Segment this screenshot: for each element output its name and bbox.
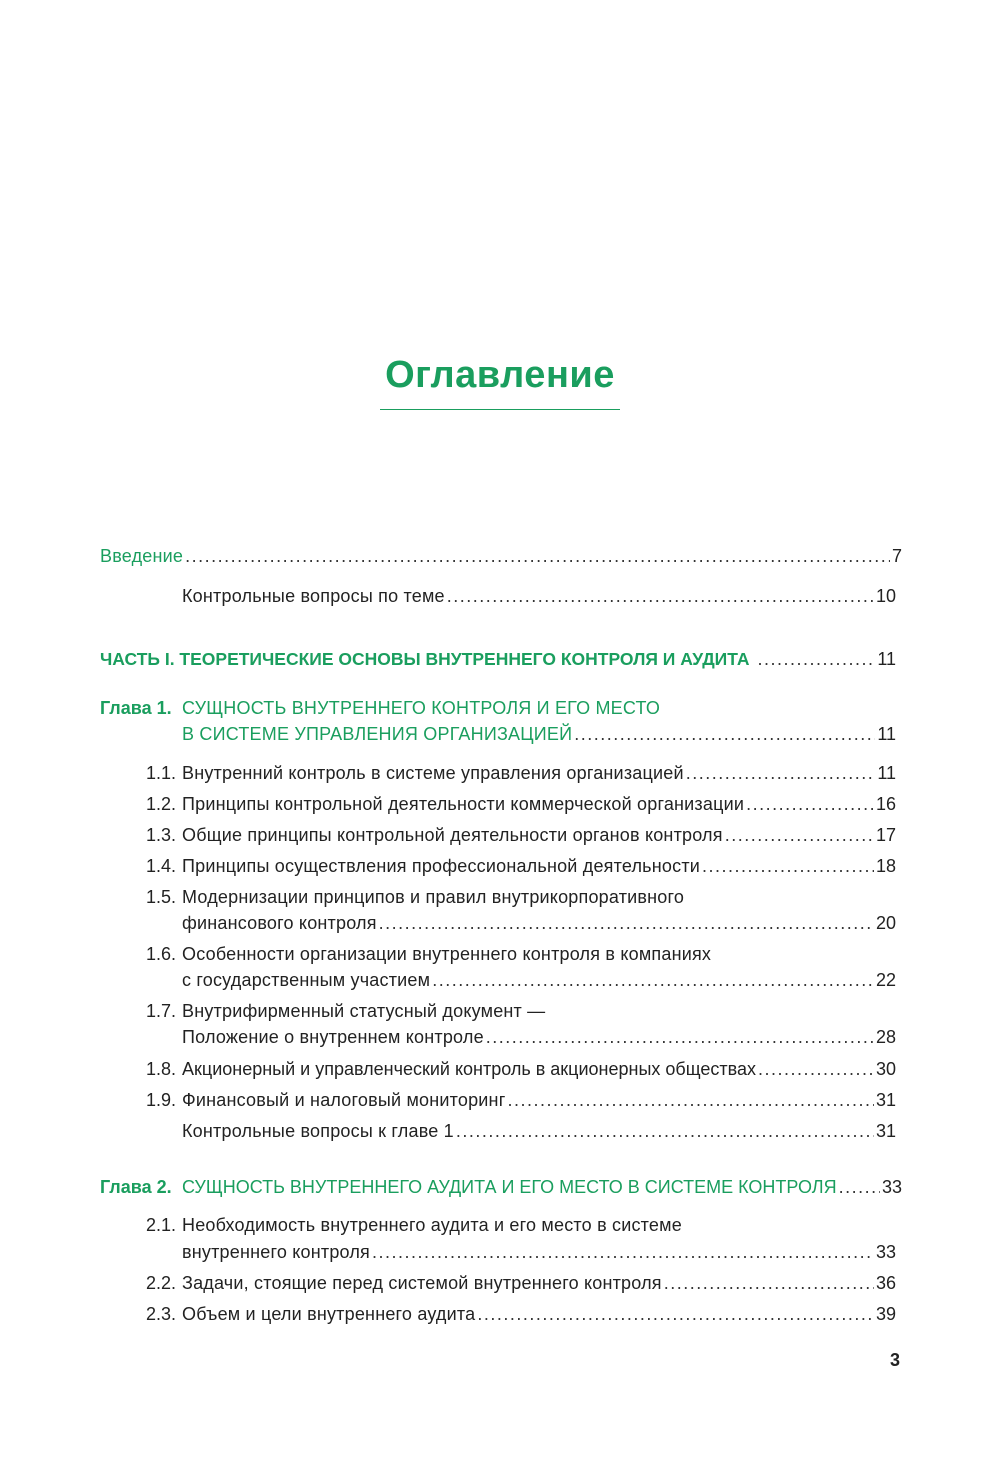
item-number: 1.9. — [145, 1090, 176, 1110]
leader-dots — [477, 1302, 874, 1326]
toc-label-line-1[interactable]: Модернизации принципов и правил внутрикорпоративного — [182, 887, 685, 907]
toc-label: Положение о внутреннем контроле — [182, 1027, 484, 1047]
toc-entry-1-2[interactable] — [182, 792, 896, 816]
chapter-1-title-line-2: В СИСТЕМЕ УПРАВЛЕНИЯ ОРГАНИЗАЦИЕЙ — [182, 724, 573, 744]
leader-dots — [664, 1271, 874, 1295]
leader-dots — [432, 968, 874, 992]
toc-page: 33 — [881, 1177, 902, 1197]
toc-entry-1-3[interactable] — [182, 823, 896, 847]
toc-page: 31 — [875, 1090, 896, 1110]
toc-page: 28 — [875, 1027, 896, 1047]
item-number: 1.2. — [145, 794, 176, 814]
toc-label: финансового контроля — [182, 913, 377, 933]
item-number: 1.7. — [145, 1001, 176, 1021]
toc-page: 11 — [877, 724, 896, 744]
page-number: 3 — [889, 1350, 900, 1370]
toc-label: Контрольные вопросы по теме — [182, 586, 445, 606]
toc-label: внутреннего контроля — [182, 1242, 370, 1262]
item-number: 2.1. — [145, 1215, 176, 1235]
toc-label: Финансовый и налоговый мониторинг — [182, 1090, 506, 1110]
leader-dots — [185, 544, 890, 568]
toc-entry-1-4[interactable] — [182, 854, 896, 878]
toc-page: 7 — [891, 546, 902, 566]
leader-dots — [379, 911, 874, 935]
toc-label: ЧАСТЬ I. ТЕОРЕТИЧЕСКИЕ ОСНОВЫ ВНУТРЕННЕГО КОНТРОЛЯ И АУДИТА — [100, 649, 750, 669]
toc-entry-intro-questions[interactable] — [182, 584, 896, 608]
leader-dots — [447, 584, 874, 608]
chapter-2-label: Глава 2. — [100, 1177, 172, 1197]
toc-page: 30 — [875, 1059, 896, 1079]
chapter-1-title-line-1[interactable]: СУЩНОСТЬ ВНУТРЕННЕГО КОНТРОЛЯ И ЕГО МЕСТО — [182, 698, 661, 718]
toc-entry-1-5[interactable] — [182, 911, 896, 935]
toc-entry-1-8[interactable] — [182, 1057, 896, 1081]
toc-page: 31 — [875, 1121, 896, 1141]
toc-page: 33 — [875, 1242, 896, 1262]
toc-entry-2-3[interactable] — [182, 1302, 896, 1326]
toc-entry-chapter-1-questions[interactable] — [182, 1119, 896, 1143]
toc-page: 11 — [877, 649, 896, 669]
toc-label: Принципы контрольной деятельности коммерческой организации — [182, 794, 745, 814]
leader-dots — [507, 1088, 874, 1112]
toc-page: 10 — [875, 586, 896, 606]
item-number: 1.8. — [145, 1059, 176, 1079]
toc-label: Задачи, стоящие перед системой внутреннего контроля — [182, 1273, 662, 1293]
toc-label-line-1[interactable]: Необходимость внутреннего аудита и его место в системе — [182, 1215, 682, 1235]
leader-dots — [702, 854, 874, 878]
title-underline — [380, 409, 620, 410]
item-number: 2.2. — [145, 1273, 176, 1293]
page-title: Оглавление — [385, 354, 615, 396]
item-number: 1.1. — [145, 763, 176, 783]
toc-page: 18 — [875, 856, 896, 876]
toc-label: Внутренний контроль в системе управления организацией — [182, 763, 684, 783]
item-number: 1.3. — [145, 825, 176, 845]
toc-label: с государственным участием — [182, 970, 431, 990]
toc-entry-1-6[interactable] — [182, 968, 896, 992]
toc-label-line-1[interactable]: Внутрифирменный статусный документ — — [182, 1001, 546, 1021]
leader-dots — [758, 1057, 874, 1081]
toc-label: Общие принципы контрольной деятельности органов контроля — [182, 825, 723, 845]
toc-entry-2-1[interactable] — [182, 1240, 896, 1264]
toc-label: Акционерный и управленческий контроль в акционерных обществах — [182, 1059, 756, 1079]
toc-page: 17 — [875, 825, 896, 845]
toc-label: Принципы осуществления профессиональной деятельности — [182, 856, 701, 876]
toc-page: 36 — [875, 1273, 896, 1293]
toc-entry-part-1[interactable] — [100, 647, 896, 671]
toc-label-line-1[interactable]: Особенности организации внутреннего контроля в компаниях — [182, 944, 712, 964]
toc-entry-1-1[interactable] — [182, 761, 896, 785]
toc-entry-intro[interactable] — [100, 544, 902, 568]
leader-dots — [746, 792, 874, 816]
item-number: 1.6. — [145, 944, 176, 964]
toc-page: 39 — [875, 1304, 896, 1324]
item-number: 2.3. — [145, 1304, 176, 1324]
toc-page: 16 — [875, 794, 896, 814]
toc-entry-chapter-1[interactable] — [182, 722, 896, 746]
toc-entry-chapter-2[interactable] — [182, 1175, 902, 1199]
chapter-2-title: СУЩНОСТЬ ВНУТРЕННЕГО АУДИТА И ЕГО МЕСТО В СИСТЕМЕ КОНТРОЛЯ — [182, 1177, 837, 1197]
leader-dots — [686, 761, 876, 785]
toc-entry-2-2[interactable] — [182, 1271, 896, 1295]
item-number: 1.5. — [145, 887, 176, 907]
leader-dots — [757, 647, 875, 671]
toc-label: Объем и цели внутреннего аудита — [182, 1304, 476, 1324]
item-number: 1.4. — [145, 856, 176, 876]
toc-entry-1-9[interactable] — [182, 1088, 896, 1112]
toc-page: 22 — [875, 970, 896, 990]
toc-label: Контрольные вопросы к главе 1 — [182, 1121, 454, 1141]
chapter-1-label: Глава 1. — [100, 698, 172, 718]
leader-dots — [839, 1175, 880, 1199]
toc-entry-1-7[interactable] — [182, 1025, 896, 1049]
leader-dots — [725, 823, 874, 847]
toc-page: 11 — [877, 763, 896, 783]
toc-page: 20 — [875, 913, 896, 933]
leader-dots — [456, 1119, 874, 1143]
leader-dots — [574, 722, 875, 746]
leader-dots — [372, 1240, 874, 1264]
toc-label: Введение — [100, 546, 184, 566]
leader-dots — [486, 1025, 874, 1049]
